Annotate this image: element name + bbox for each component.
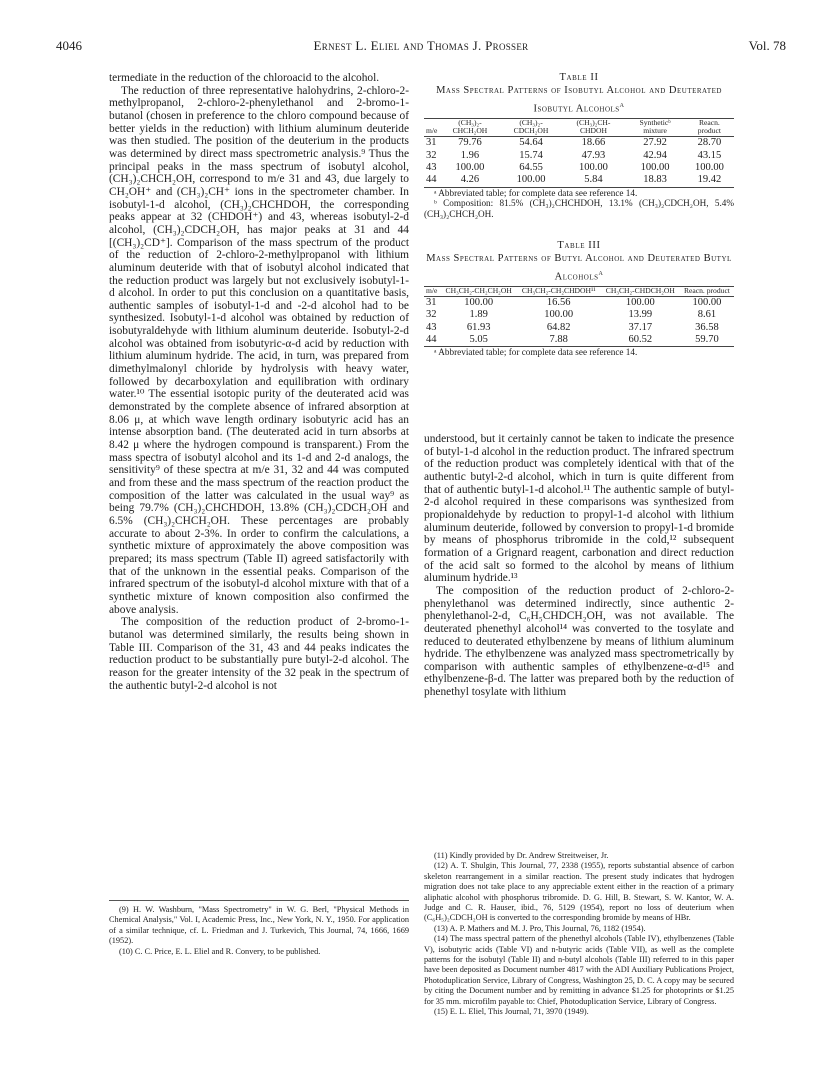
table-cell: 19.42: [697, 174, 722, 186]
footnote: (14) The mass spectral pattern of the phenethyl alcohols (Table IV), ethylbenzenes (Table V), isobutyric acids (Table VI) and n-butyric acids (Table VII), as well as the complete patterns for the isobutyl (Table II) and n-butyl alcohols (Table III) referred to in this paper have been deposited as Document number 4817 with the ADI Auxiliary Publications Project, Photoduplication Service, Library of Congress, Washington 25, D. C. A copy may be secured by citing the Document number and by remitting in advance $1.25 for photoprints or $1.25 for 35 mm. microfilm payable to: Chief, Photoduplication Service, Library of Congress.: [424, 934, 734, 1006]
column-header: (CH₃)₂-CDCH₂OH: [500, 118, 561, 137]
body-paragraph: The composition of the reduction product of 2-bromo-1-butanol was determined similarly, the results being shown in Table III. Comparison of the 31, 43 and 44 peaks indicates the reduction product to be substantially pure butyl-2-d alcohol. The reason for the greater intensity of the 32 peak in the spectrum of the authentic butyl-2-d alcohol is not: [109, 616, 409, 692]
table-cell: 18.83: [643, 174, 667, 186]
column-header: (CH₃)₂CH-CHDOH: [562, 118, 626, 137]
table-cell: 59.70: [695, 333, 719, 345]
table-cell: 100.00: [625, 296, 655, 308]
left-column-body: [109, 72, 409, 692]
table-ii-grid: [424, 118, 734, 187]
left-footnotes: [109, 900, 409, 957]
column-header: CH₃CH₂-CHDCH₂OH: [601, 286, 680, 296]
table-cell: 64.82: [546, 321, 571, 333]
table-cell: 43.15: [697, 149, 722, 161]
table-row: [424, 309, 734, 321]
footnote: (9) H. W. Washburn, "Mass Spectrometry" in W. G. Berl, "Physical Methods in Chemical Analysis," Vol. I, Academic Press, Inc., New York, N. Y., 1950. For application of a similar technique, cf. L. Friedman and J. Turkevich, This Journal, 74, 1666, 1669 (1952).: [109, 905, 409, 946]
table-cell: 31: [426, 296, 437, 308]
table-row: [424, 137, 734, 150]
table-ii-caption: Table II: [559, 72, 599, 83]
table-cell: 100.00: [464, 296, 494, 308]
table-row: [424, 296, 734, 309]
column-header: Syntheticᵇ mixture: [625, 118, 684, 137]
table-cell: 31: [426, 137, 437, 149]
page-number: 4046: [56, 38, 82, 53]
table-iii-body: [424, 296, 734, 346]
table-cell: 100.00: [455, 161, 485, 173]
table-cell: 79.76: [458, 137, 482, 149]
table-cell: 16.56: [546, 296, 571, 308]
table-cell: 27.92: [643, 137, 667, 149]
table-row: [424, 174, 734, 186]
table-cell: 47.93: [581, 149, 606, 161]
table-iii-title: Mass Spectral Patterns of Butyl Alcohol and Deuterated Butyl Alcohols$^a$: [426, 253, 732, 282]
table-cell: 100.00: [544, 309, 574, 321]
table-iii-header-row: [424, 286, 734, 296]
table-cell: 1.96: [460, 149, 480, 161]
table-iii-notes: [424, 346, 734, 358]
column-header: (CH₃)₂-CHCH₂OH: [439, 118, 500, 137]
table-cell: 64.55: [519, 161, 543, 173]
column-header: Reacn. product: [680, 286, 734, 296]
volume-label: Vol. 78: [748, 38, 786, 53]
table-iii-title-note-mark: a: [598, 266, 604, 277]
column-header: m/e: [424, 286, 441, 296]
table-ii: [424, 72, 734, 219]
table-ii-header-row: [424, 118, 734, 137]
table-cell: 43: [426, 321, 437, 333]
table-row: [424, 334, 734, 346]
table-cell: 8.61: [697, 309, 717, 321]
table-cell: 43: [426, 161, 437, 173]
body-paragraph: The composition of the reduction product of 2-chloro-2-phenylethanol was determined indirectly, since authentic 2-phenylethanol-2-d, C₆H₅CHDCH₂OH, was not available. The deuterated phenethyl alcohol¹⁴ was converted to the tosylate and reduced to deuterated ethylbenzene by means of lithium aluminum hydride. The ethylbenzene was analyzed mass spectrometrically by comparison with authentic samples of ethylbenzene-α-d¹⁵ and ethylbenzene-β-d. The latter was prepared both by the reduction of phenethyl tosylate with lithium: [424, 584, 734, 699]
table-cell: 32: [426, 149, 437, 161]
body-paragraph: The reduction of three representative halohydrins, 2-chloro-2-methylpropanol, 2-chloro-2-phenylethanol and 2-bromo-1-butanol (chosen in preference to the chloro compound because of better yields in the reduction) with lithium aluminum deuteride was then studied. The position of the deuterium in the products was determined by direct mass spectrometric analysis.⁹ Thus the principal peaks in the mass spectrum of isobutyl alcohol, (CH₃)₂CHCH₂OH, correspond to m/e 31 and 43, due largely to CH₂OH⁺ and (CH₃)₂CH⁺ ions in the spectrometer chamber. In isobutyl-1-d alcohol, (CH₃)₂CHCHDOH, the corresponding peaks appear at 32 (CHDOH⁺) and 43, whereas isobutyl-2-d alcohol, (CH₃)₂CDCH₂OH, has major peaks at 31 and 44 [(CH₃)₂CD⁺]. Comparison of the mass spectrum of the product of the reduction of 2-chloro-2-methylpropanol with lithium aluminum deuteride with that of isobutyl alcohol indicated that the reduction product was largely but not exclusively isobutyl-1-d alcohol. In order to put this conclusion on a quantitative basis, authentic samples of isobutyl-1-d and -2-d alcohol had to be synthesized. Isobutyl-1-d alcohol was obtained by reduction of isobutyraldehyde with lithium aluminum deuteride. Isobutyl-2-d alcohol was obtained from isobutyric-α-d acid by reduction with lithium aluminum hydride. The acid, in turn, was prepared from dimethylmalonyl chloride by hydrolysis with heavy water, followed by decarboxylation and equilibration with ordinary water.¹⁰ The essential isotopic purity of the deuterated acid was demonstrated by the complete absence of infrared absorption at 8.06 μ, at which wave length ordinary isobutyric acid has an intense absorption band. (The deuterated acid in turn absorbs at 8.42 μ where the hydrogen compound is transparent.) From the mass spectra of isobutyl alcohol and its 1-d and 2-d analogs, the sensitivity⁹ of these spectra at m/e 31, 32 and 44 was computed and from these and the mass spectrum of the reaction product the composition of the latter was calculated in the usual way⁹ as being 79.7% (CH₃)₂CHCHDOH, 13.8% (CH₃)₂CDCH₂OH and 6.5% (CH₃)₂CHCH₂OH. These percentages are probably accurate to about 2-3%. In order to confirm the calculations, a synthetic mixture of approximately the above composition was prepared; its mass spectrum (Table II) agreed satisfactorily with that of the unknown in the essential peaks. Comparison of the infrared spectrum of the isobutyl-d alcohol mixture with that of a synthetic mixture of known composition also confirmed the above analysis.: [109, 84, 409, 616]
table-cell: 54.64: [519, 137, 543, 149]
footnote: (12) A. T. Shulgin, This Journal, 77, 2338 (1955), reports substantial absence of carbon skeleton rearrangement in a similar reaction. The present study indicates that hydrogen migration does not take place to any appreciable extent either in the reaction of a primary aliphatic alcohol with phosphorus tribromide. D. G. Hill, B. Stewart, S. W. Kantor, W. A. Judge and C. R. Hauser, ibid., 76, 5129 (1954), report no loss of deuterium when (C₆H₅)₂CDCH₂OH is converted to the corresponding bromide by means of HBr.: [424, 861, 734, 923]
table-cell: 37.17: [628, 321, 653, 333]
table-cell: 60.52: [628, 333, 653, 345]
table-cell: 1.89: [469, 309, 488, 321]
table-cell: 100.00: [516, 174, 546, 186]
table-footnote: ᵃ Abbreviated table; for complete data see reference 14.: [434, 187, 638, 198]
running-title: Ernest L. Eliel and Thomas J. Prosser: [313, 38, 529, 53]
table-footnote: ᵃ Abbreviated table; for complete data see reference 14.: [434, 347, 638, 358]
table-iii: [424, 240, 734, 358]
table-cell: 44: [426, 333, 437, 345]
body-paragraph: understood, but it certainly cannot be taken to indicate the presence of butyl-1-d alcohol in the reduction product. The infrared spectrum of the reduction product was completely identical with that of the authentic butyl-2-d alcohol, which in turn is quite different from that of authentic butyl-1-d alcohol.¹¹ The authentic sample of butyl-2-d alcohol required in these comparisons was synthesized from propionaldehyde by reduction to propyl-1-d alcohol with lithium aluminum deuteride, followed by conversion to propyl-1-d bromide by means of phosphorus tribromide in the cold,¹² subsequent formation of a Grignard reagent, carbonation and direct reduction of the acid salt so formed to the alcohol by means of lithium aluminum hydride.¹³: [424, 433, 734, 585]
table-cell: 28.70: [697, 137, 722, 149]
table-row: [424, 322, 734, 334]
footnote: (10) C. C. Price, E. L. Eliel and R. Convery, to be published.: [119, 946, 321, 956]
table-cell: 42.94: [643, 149, 667, 161]
table-cell: 4.26: [460, 174, 480, 186]
table-iii-grid: [424, 286, 734, 347]
table-cell: 61.93: [466, 321, 491, 333]
footnote: (13) A. P. Mathers and M. J. Pro, This Journal, 76, 1182 (1954).: [434, 923, 646, 933]
table-cell: 44: [426, 174, 437, 186]
table-cell: 100.00: [694, 161, 724, 173]
table-row: [424, 150, 734, 162]
table-cell: 5.84: [584, 174, 603, 186]
table-cell: 5.05: [469, 333, 488, 345]
table-cell: 15.74: [519, 149, 543, 161]
table-cell: 100.00: [640, 161, 670, 173]
table-cell: 100.00: [579, 161, 608, 173]
table-ii-title-note-mark: a: [619, 98, 625, 109]
table-cell: 18.66: [581, 137, 606, 149]
table-cell: 100.00: [692, 296, 722, 308]
table-cell: 36.58: [695, 321, 719, 333]
running-header: [56, 38, 786, 58]
column-header: CH₃CH₂-CH₂CH₂OH: [441, 286, 517, 296]
right-column-body: [424, 433, 734, 699]
column-header: Reacn. product: [685, 118, 734, 137]
table-ii-body: [424, 137, 734, 187]
table-footnote: ᵇ Composition: 81.5% (CH₃)₂CHCHDOH, 13.1% (CH₃)₂CDCH₂OH, 5.4% (CH₃)₂CHCH₂OH.: [424, 198, 734, 219]
table-cell: 32: [426, 309, 437, 321]
footnote: (15) E. L. Eliel, This Journal, 71, 3970 (1949).: [434, 1007, 589, 1017]
body-paragraph: termediate in the reduction of the chloroacid to the alcohol.: [109, 72, 380, 84]
column-header: m/e: [424, 118, 439, 137]
table-cell: 7.88: [549, 333, 568, 345]
table-cell: 13.99: [628, 309, 653, 321]
footnote: (11) Kindly provided by Dr. Andrew Streitweiser, Jr.: [434, 851, 609, 860]
column-header: CH₃CH₂-CH₂CHDOH¹¹: [517, 286, 601, 296]
table-row: [424, 162, 734, 174]
table-iii-caption: Table III: [557, 240, 601, 251]
table-ii-title: Mass Spectral Patterns of Isobutyl Alcohol and Deuterated Isobutyl Alcohols$^a$: [436, 85, 722, 114]
right-footnotes: [424, 851, 734, 1018]
table-ii-notes: [424, 187, 734, 220]
